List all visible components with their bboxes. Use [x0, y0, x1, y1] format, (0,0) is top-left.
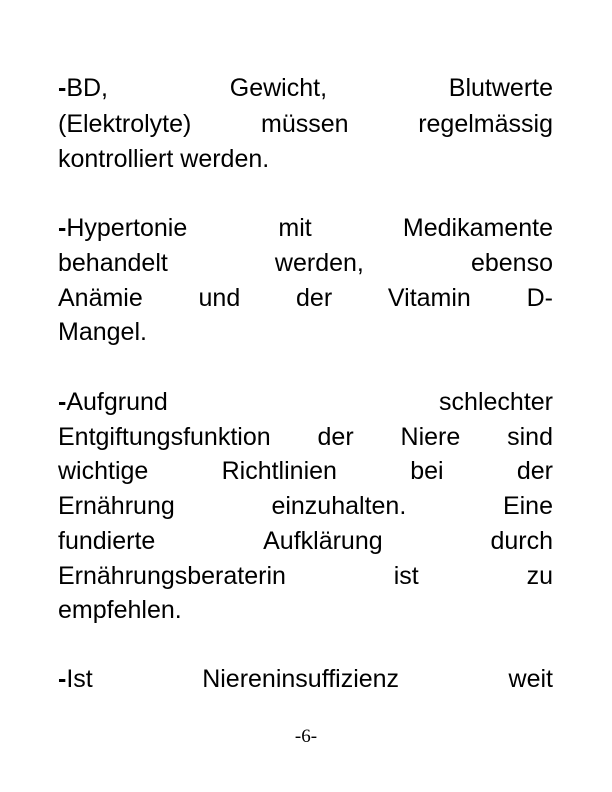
- text-line: [58, 283, 553, 313]
- text-line: [58, 213, 553, 243]
- word: Entgiftungsfunktion: [58, 423, 271, 451]
- word: Ist: [66, 665, 93, 693]
- word: ist: [393, 562, 419, 590]
- word: weit: [508, 665, 553, 693]
- text-line: [58, 248, 553, 278]
- word: mit: [278, 214, 312, 242]
- word: Hypertonie: [66, 214, 188, 242]
- text-line: [58, 317, 553, 347]
- word: Niereninsuffizienz: [202, 665, 400, 693]
- text-line: [58, 109, 553, 139]
- word: fundierte: [58, 527, 156, 555]
- word: Eine: [502, 492, 553, 520]
- word: schlechter: [439, 388, 553, 416]
- word: Ernährungsberaterin: [58, 562, 286, 590]
- text-line: [58, 73, 553, 103]
- word: Vitamin: [387, 284, 471, 312]
- text-line: [58, 422, 553, 452]
- text-line: [58, 456, 553, 486]
- word: durch: [490, 527, 553, 555]
- word: werden,: [274, 249, 364, 277]
- word: kontrolliert werden.: [58, 145, 270, 173]
- text-line: [58, 595, 553, 625]
- word: D-: [526, 284, 553, 312]
- word: ebenso: [470, 249, 553, 277]
- word: sind: [507, 423, 553, 451]
- word: Blutwerte: [448, 74, 553, 102]
- word: und: [198, 284, 241, 312]
- text-line: [58, 387, 553, 417]
- word: müssen: [261, 110, 349, 138]
- word: Gewicht,: [229, 74, 328, 102]
- word: Mangel.: [58, 318, 147, 346]
- word: bei: [410, 457, 444, 485]
- word: zu: [526, 562, 553, 590]
- word: Niere: [400, 423, 461, 451]
- word: einzuhalten.: [271, 492, 407, 520]
- text-line: [58, 491, 553, 521]
- word: empfehlen.: [58, 596, 182, 624]
- text-line: [58, 144, 553, 174]
- word: regelmässig: [418, 110, 553, 138]
- word: Medikamente: [402, 214, 553, 242]
- word: behandelt: [58, 249, 168, 277]
- bullet-dash: -: [58, 388, 67, 416]
- word: der: [296, 284, 333, 312]
- word: (Elektrolyte): [58, 110, 192, 138]
- page-number: -6-: [294, 726, 318, 747]
- word: wichtige: [58, 457, 149, 485]
- word: der: [516, 457, 553, 485]
- word: Anämie: [58, 284, 143, 312]
- bullet-dash: -: [58, 665, 67, 693]
- bullet-dash: -: [58, 74, 67, 102]
- word: Ernährung: [58, 492, 175, 520]
- text-line: [58, 561, 553, 591]
- word: der: [317, 423, 354, 451]
- word: Aufgrund: [66, 388, 168, 416]
- bullet-dash: -: [58, 214, 67, 242]
- text-line: [58, 526, 553, 556]
- word: Aufklärung: [263, 527, 383, 555]
- word: BD,: [66, 74, 109, 102]
- text-line: [58, 664, 553, 694]
- word: Richtlinien: [221, 457, 337, 485]
